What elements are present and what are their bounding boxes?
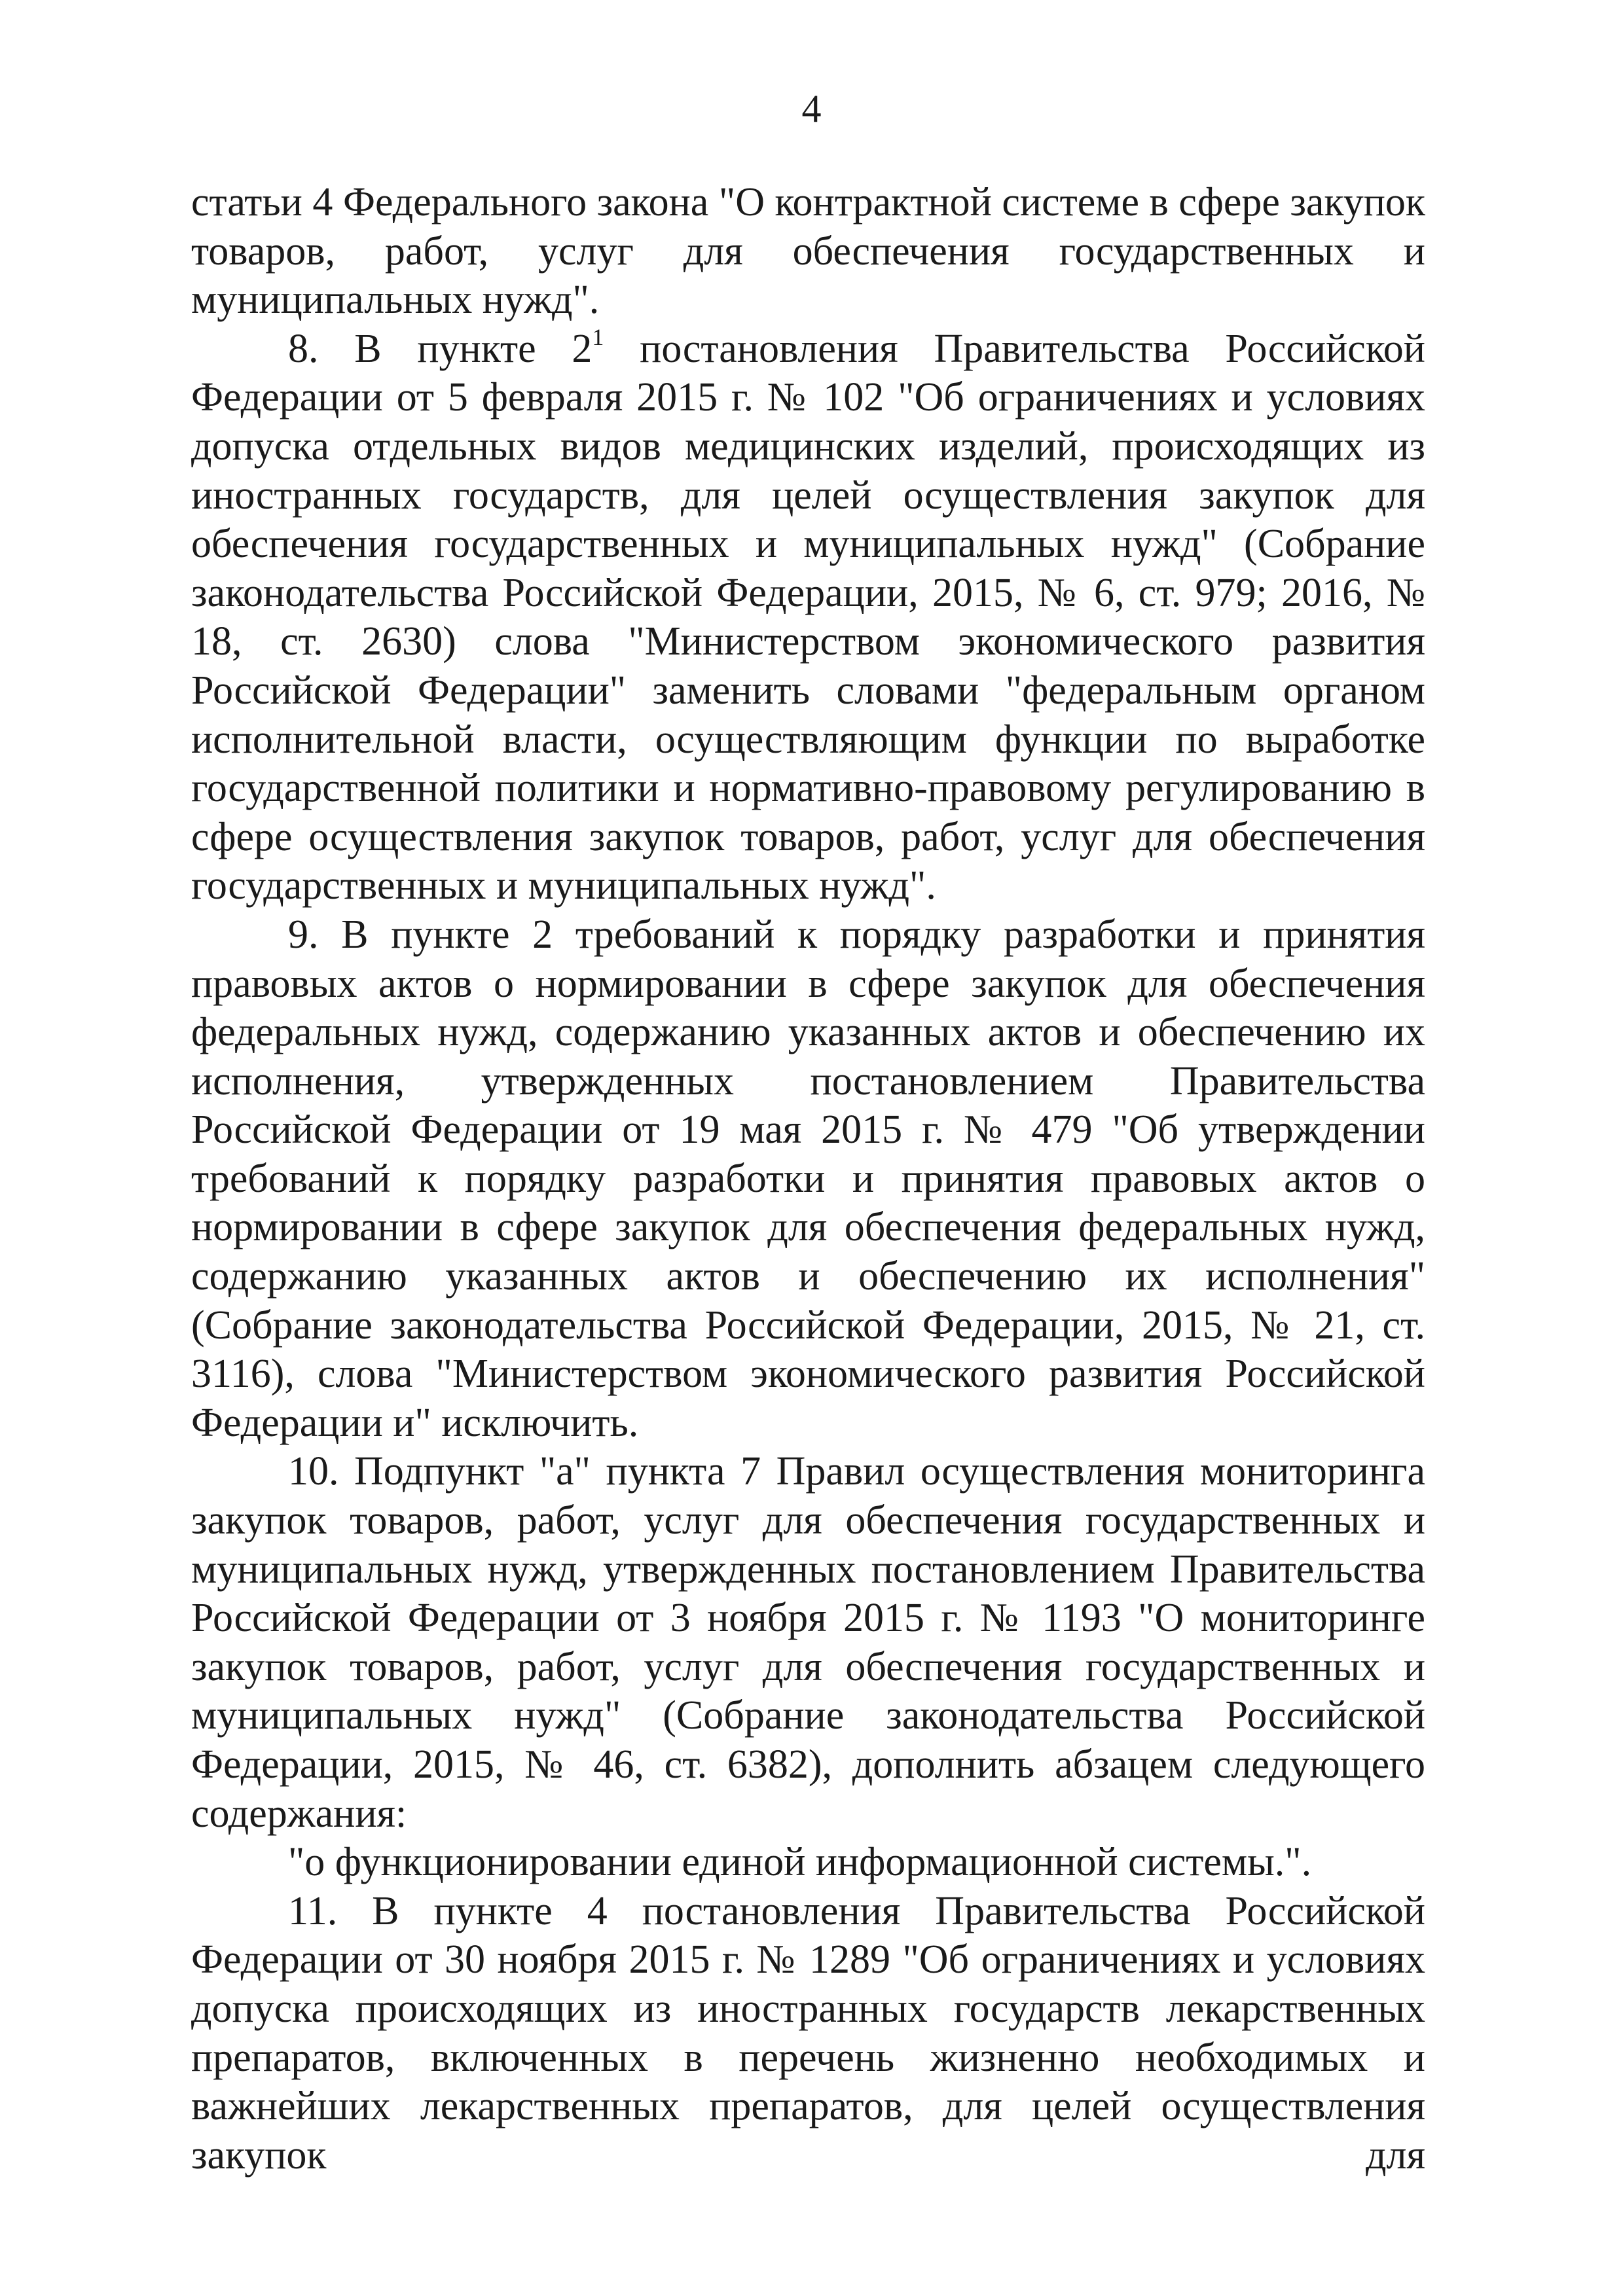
paragraph-10: 10. Подпункт "а" пункта 7 Правил осуществления мониторинга закупок товаров, работ, услуг для обеспечения государственных и муниципальных нужд, утвержденных постановлением Правительства Российской Федерации от 3 ноября 2015 г. № 1193 "О мониторинге закупок товаров, работ, услуг для обеспечения государственных и муниципальных нужд" (Собрание законодательства Российской Федерации, 2015, № 46, ст. 6382), дополнить абзацем следующего содержания: — [191, 1449, 1425, 1836]
paragraph-9: 9. В пункте 2 требований к порядку разработки и принятия правовых актов о нормировании в сфере закупок для обеспечения федеральных нужд, содержанию указанных актов и обеспечению их исполнения, утвержденных постановлением Правительства Российской Федерации от 19 мая 2015 г. № 479 "Об утверждении требований к порядку разработки и принятия правовых актов о нормировании в сфере закупок для обеспечения федеральных нужд, содержанию указанных актов и обеспечению их исполнения" (Собрание законодательства Российской Федерации, 2015, № 21, ст. 3116), слова "Министерством экономического развития Российской Федерации и" исключить. — [191, 912, 1425, 1445]
paragraph-8-rest: постановления Правительства Российской Федерации от 5 февраля 2015 г. № 102 "Об ограничениях и условиях допуска отдельных видов медицинских изделий, происходящих из иностранных государств, для целей осуществления закупок для обеспечения государственных и муниципальных нужд" (Собрание законодательства Российской Федерации, 2015, № 6, ст. 979; 2016, № 18, ст. 2630) слова "Министерством экономического развития Российской Федерации" заменить словами "федеральным органом исполнительной власти, осуществляющим функции по выработке государственной политики и нормативно-правовому регулированию в сфере осуществления закупок товаров, работ, услуг для обеспечения государственных и муниципальных нужд". — [191, 326, 1425, 908]
paragraph-8 — [191, 325, 1425, 910]
paragraph-8-superscript: 1 — [592, 323, 604, 350]
paragraph-8-start: 8. В пункте 2 — [288, 326, 593, 371]
document-body — [191, 178, 1425, 2179]
paragraph-7-continuation: статьи 4 Федерального закона "О контрактной системе в сфере закупок товаров, работ, услуг для обеспечения государственных и муниципальных нужд". — [191, 180, 1425, 323]
paragraph-10-quote: "о функционировании единой информационной системы.". — [288, 1840, 1312, 1885]
page-number: 4 — [801, 87, 822, 130]
paragraph-11: 11. В пункте 4 постановления Правительства Российской Федерации от 30 ноября 2015 г. № 1289 "Об ограничениях и условиях допуска происходящих из иностранных государств лекарственных препаратов, включенных в перечень жизненно необходимых и важнейших лекарственных препаратов, для целей осуществления закупок для — [191, 1888, 1425, 2178]
